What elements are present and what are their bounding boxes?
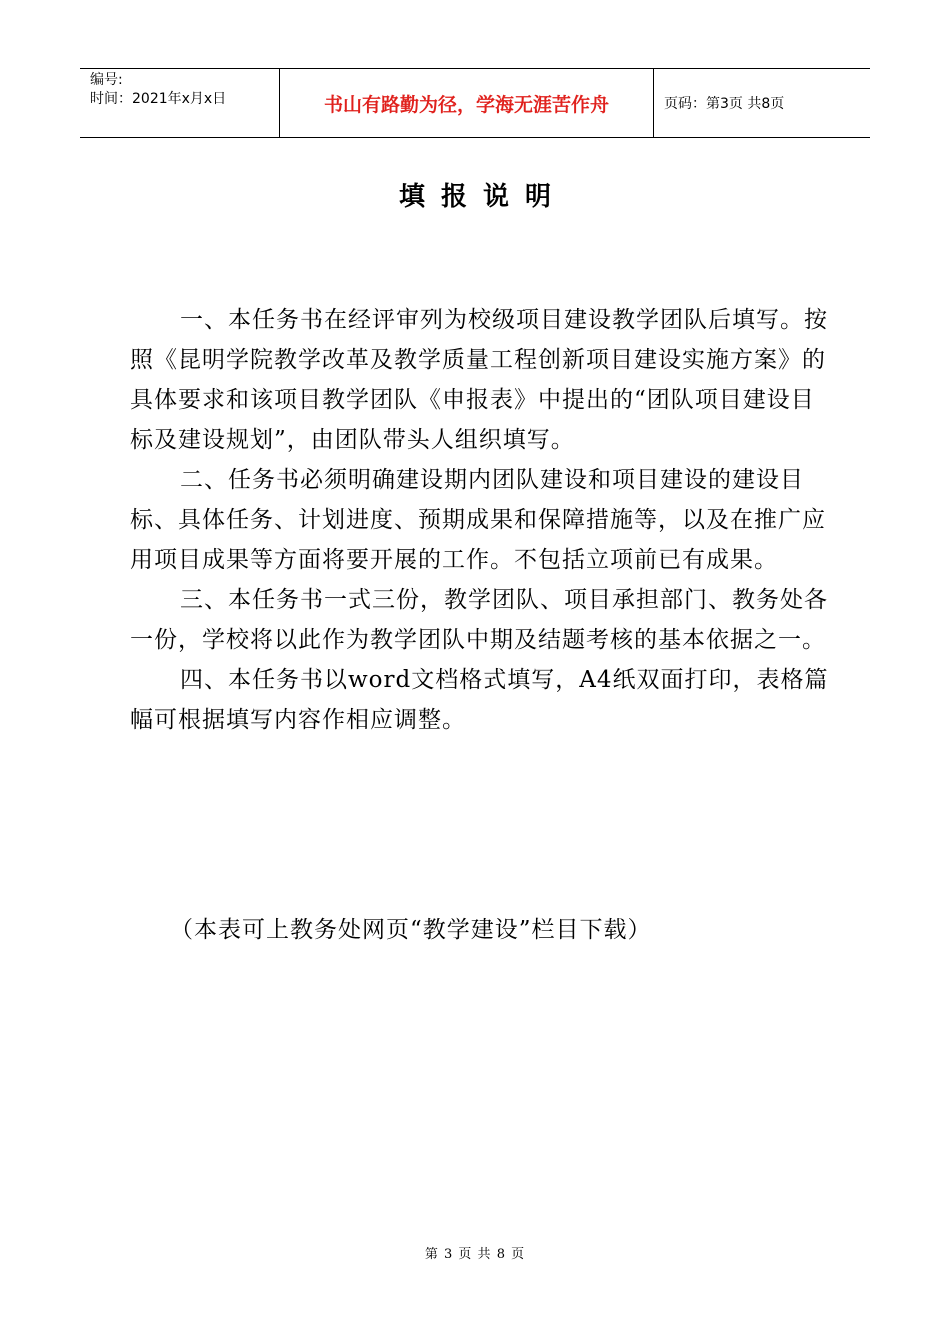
document-number-label: 编号: — [90, 72, 123, 88]
header-page-label: 页码：第3页 共8页 — [664, 96, 785, 112]
instruction-paragraph-2: 二、任务书必须明确建设期内团队建设和项目建设的建设目标、具体任务、计划进度、预期成果和保障措施等，以及在推广应用项目成果等方面将要开展的工作。不包括立项前已有成果。 — [130, 467, 826, 573]
header-motto: 书山有路勤为径，学海无涯苦作舟 — [280, 69, 654, 137]
download-note: （本表可上教务处网页“教学建设”栏目下载） — [170, 917, 652, 943]
instructions-body — [130, 300, 830, 740]
header-meta-cell — [80, 69, 280, 137]
instruction-paragraph-3: 三、本任务书一式三份，教学团队、项目承担部门、教务处各一份，学校将以此作为教学团队中期及结题考核的基本依据之一。 — [130, 587, 828, 653]
page-footer: 第 3 页 共 8 页 — [424, 1247, 526, 1262]
instruction-paragraph-1: 一、本任务书在经评审列为校级项目建设教学团队后填写。按照《昆明学院教学改革及教学质量工程创新项目建设实施方案》的具体要求和该项目教学团队《申报表》中提出的“团队项目建设目标及建设规划”，由团队带头人组织填写。 — [130, 307, 828, 453]
instruction-paragraph-4: 四、本任务书以word文档格式填写，A4纸双面打印，表格篇幅可根据填写内容作相应调整。 — [130, 667, 829, 733]
header-table — [80, 68, 870, 138]
page-title: 填报说明 — [398, 182, 567, 212]
document-date-label: 时间：2021年x月x日 — [90, 91, 227, 107]
